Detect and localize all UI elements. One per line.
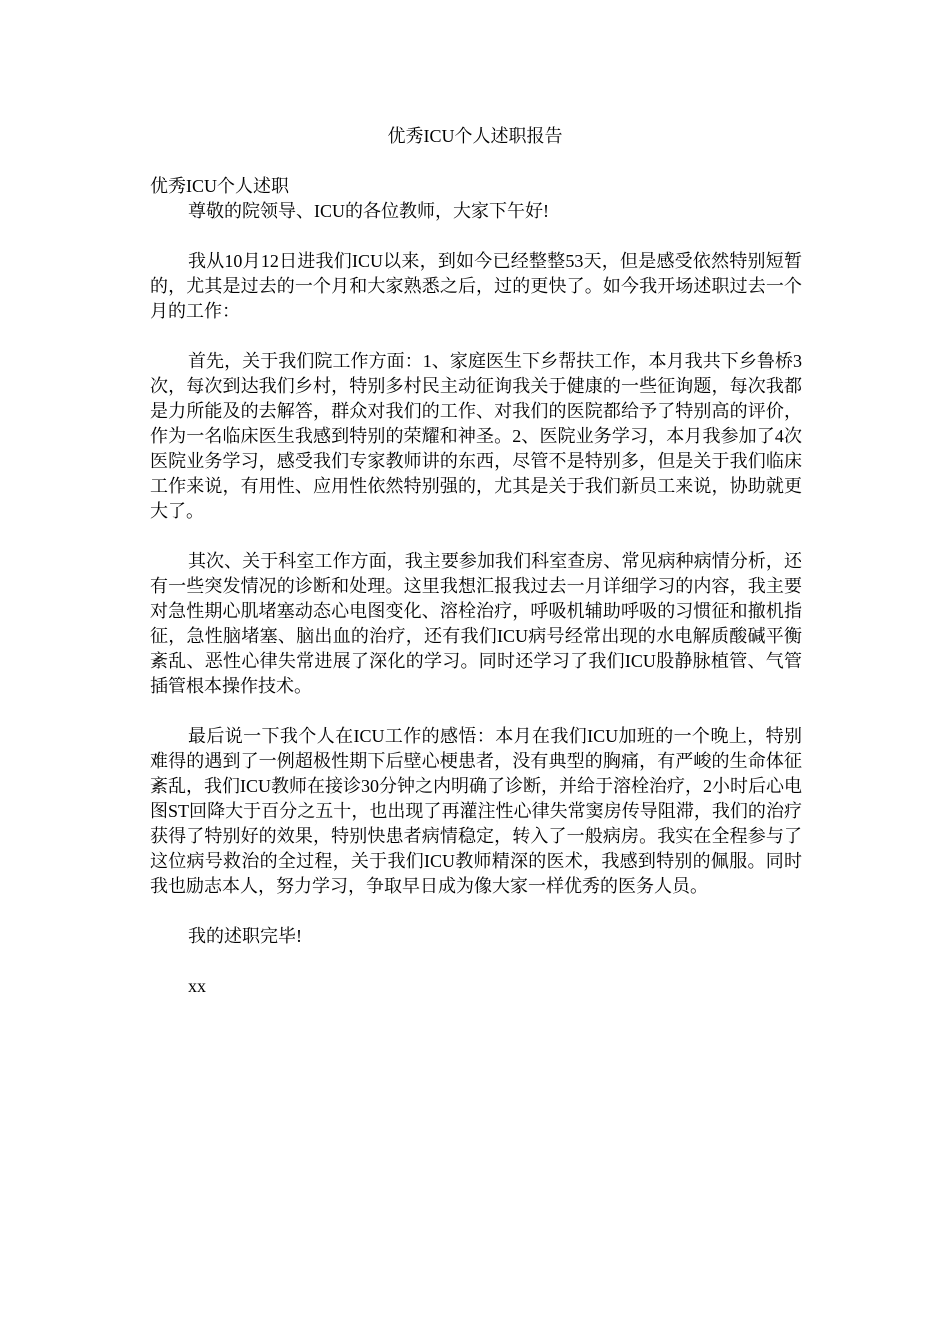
body-paragraph: 最后说一下我个人在ICU工作的感悟：本月在我们ICU加班的一个晚上，特别难得的遇到了一例超极性期下后壁心梗患者，没有典型的胸痛，有严峻的生命体征紊乱，我们ICU教师在接诊30分钟之内明确了诊断，并给于溶栓治疗，2小时后心电图ST回降大于百分之五十，也出现了再灌注性心律失常窦房传导阻滞，我们的治疗获得了特别好的效果，特别快患者病情稳定，转入了一般病房。我实在全程参与了这位病号救治的全过程，关于我们ICU教师精深的医术，我感到特别的佩服。同时我也励志本人，努力学习，争取早日成为像大家一样优秀的医务人员。: [150, 726, 802, 896]
document-body: [150, 174, 802, 999]
document-subtitle: 优秀ICU个人述职: [150, 176, 289, 196]
document-title: 优秀ICU个人述职报告: [387, 126, 563, 146]
signature: xx: [188, 976, 206, 996]
body-paragraph: 首先，关于我们院工作方面：1、家庭医生下乡帮扶工作，本月我共下乡鲁桥3次，每次到达我们乡村，特别多村民主动征询我关于健康的一些征询题，每次我都是力所能及的去解答，群众对我们的工作、对我们的医院都给予了特别高的评价，作为一名临床医生我感到特别的荣耀和神圣。2、医院业务学习，本月我参加了4次医院业务学习，感受我们专家教师讲的东西，尽管不是特别多，但是关于我们临床工作来说，有用性、应用性依然特别强的，尤其是关于我们新员工来说，协助就更大了。: [150, 351, 802, 521]
body-paragraph: 我从10月12日进我们ICU以来，到如今已经整整53天，但是感受依然特别短暂的，尤其是过去的一个月和大家熟悉之后，过的更快了。如今我开场述职过去一个月的工作：: [150, 251, 802, 321]
body-paragraph: 其次、关于科室工作方面，我主要参加我们科室查房、常见病种病情分析，还有一些突发情况的诊断和处理。这里我想汇报我过去一月详细学习的内容，我主要对急性期心肌堵塞动态心电图变化、溶栓治疗，呼吸机辅助呼吸的习惯征和撤机指征，急性脑堵塞、脑出血的治疗，还有我们ICU病号经常出现的水电解质酸碱平衡紊乱、恶性心律失常进展了深化的学习。同时还学习了我们ICU股静脉植管、气管插管根本操作技术。: [150, 551, 802, 696]
greeting-paragraph: 尊敬的院领导、ICU的各位教师，大家下午好!: [188, 201, 549, 221]
closing-paragraph: 我的述职完毕!: [188, 926, 302, 946]
